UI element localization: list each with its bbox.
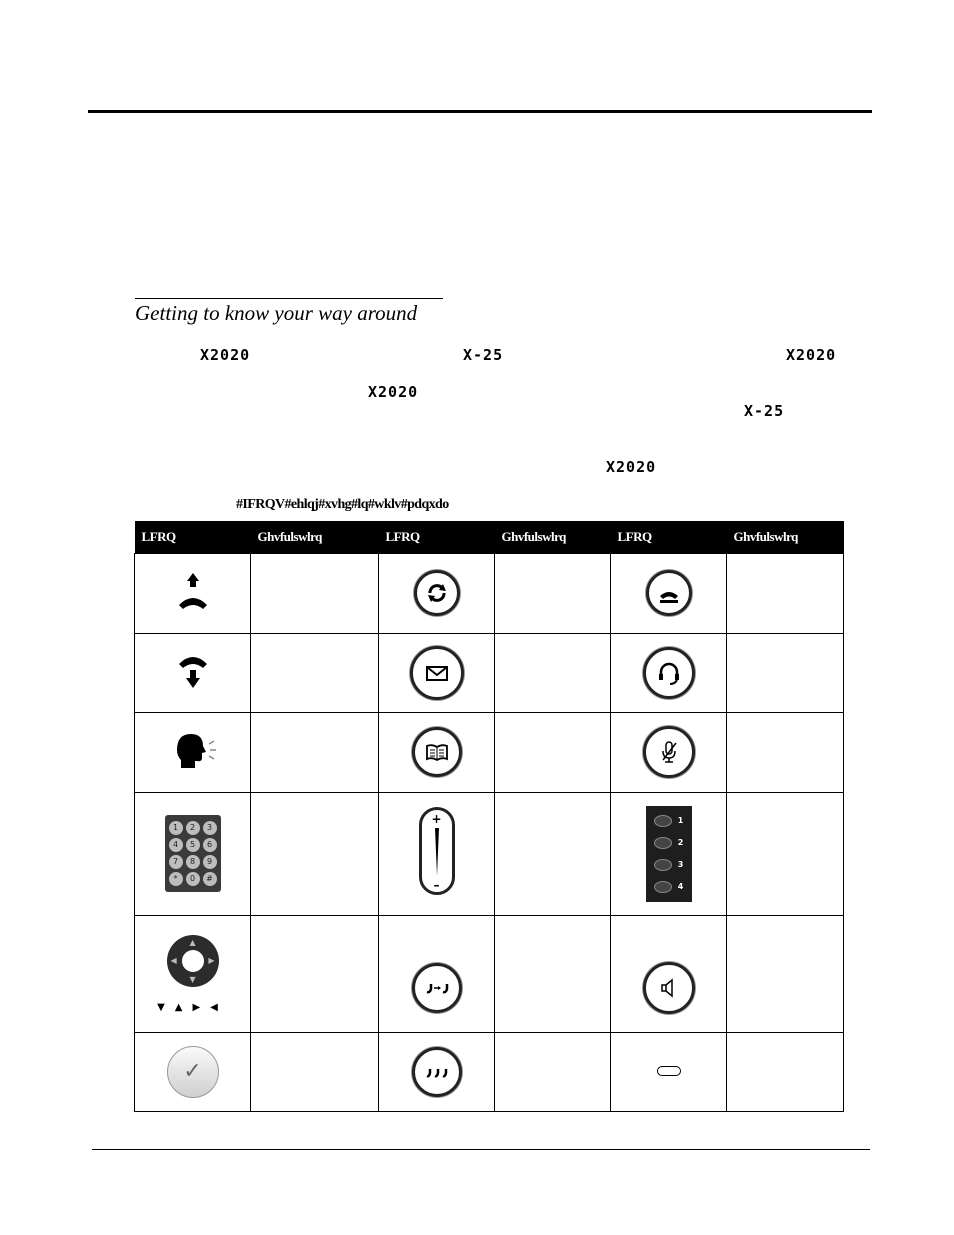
icon-cell [135,792,251,915]
header-icon: LFRQ [135,521,251,553]
icons-table [134,521,844,1112]
description-cell [251,712,379,792]
keypad-icon [165,815,221,892]
keypad-key: 1 [169,821,183,835]
description-cell [727,792,844,915]
ok-icon: ✓ [167,1046,219,1098]
keypad-key: 3 [203,821,217,835]
icon-cell [611,633,727,712]
table-row [135,553,844,633]
header-description: Ghvfulswlrq [727,521,844,553]
icon-cell [379,792,495,915]
on-hook-icon [173,648,213,692]
header-description: Ghvfulswlrq [495,521,611,553]
table-caption: #IFRQV#ehlqj#xvhg#lq#wklv#pdqxdo [236,497,449,512]
icon-cell [379,633,495,712]
softkey-icon [657,1066,681,1076]
header-icon: LFRQ [379,521,495,553]
table-row [135,1032,844,1111]
icon-cell [611,792,727,915]
speaker-icon [643,962,695,1014]
description-cell [727,1032,844,1111]
description-cell [495,553,611,633]
speaking-head-icon [169,728,217,772]
headset-icon [643,647,695,699]
directory-icon [412,727,462,777]
icon-cell [379,553,495,633]
description-cell [251,553,379,633]
icon-cell [379,915,495,1032]
keypad-key: 8 [186,855,200,869]
description-cell [495,633,611,712]
model-name: X-25 [744,402,785,420]
conference-icon [412,1047,462,1097]
top-rule [88,110,872,113]
icon-cell [611,1032,727,1111]
icon-cell [135,1032,251,1111]
description-cell [727,553,844,633]
header-icon: LFRQ [611,521,727,553]
icon-cell [135,633,251,712]
model-name: X2020 [200,346,251,364]
keypad-key: 5 [186,838,200,852]
icon-cell [135,712,251,792]
header-description: Ghvfulswlrq [251,521,379,553]
mute-icon [643,726,695,778]
transfer-icon [412,963,462,1013]
table-row [135,792,844,915]
bottom-rule [92,1149,870,1150]
keypad-key: 7 [169,855,183,869]
model-name: X2020 [606,458,657,476]
icon-cell [379,1032,495,1111]
description-cell [251,633,379,712]
table-row [135,915,844,1032]
keypad-key: # [203,872,217,886]
description-cell [495,915,611,1032]
description-cell [727,915,844,1032]
keypad-key: 6 [203,838,217,852]
description-cell [727,712,844,792]
redial-icon [414,570,460,616]
line-key: 1 [646,810,692,832]
line-key: 3 [646,854,692,876]
keypad-key: 9 [203,855,217,869]
keypad-key: * [169,872,183,886]
volume-wedge [435,828,439,876]
navigation-icon: ▲ ▼ ◀ ▶ [167,935,219,987]
description-cell [495,1032,611,1111]
icon-cell [135,915,251,1032]
description-cell [495,792,611,915]
hold-icon [646,570,692,616]
line-key: 2 [646,832,692,854]
line-keys-icon [646,806,692,902]
model-name: X-25 [463,346,504,364]
description-cell [495,712,611,792]
keypad-key: 4 [169,838,183,852]
icon-cell [611,915,727,1032]
section-title: Getting to know your way around [135,298,443,325]
description-cell [727,633,844,712]
description-cell [251,792,379,915]
off-hook-icon [173,569,213,613]
navigation-arrows: ▼▲▶◀ [157,1001,228,1013]
volume-icon [419,807,455,895]
volume-minus: – [433,878,440,892]
icon-cell [611,712,727,792]
description-cell [251,915,379,1032]
model-name: X2020 [368,383,419,401]
icon-cell [135,553,251,633]
keypad-key: 2 [186,821,200,835]
icon-cell [379,712,495,792]
table-row [135,712,844,792]
model-name: X2020 [786,346,837,364]
icon-cell [611,553,727,633]
description-cell [251,1032,379,1111]
keypad-key: 0 [186,872,200,886]
line-key: 4 [646,876,692,898]
message-icon [410,646,464,700]
table-row [135,633,844,712]
table-header-row [135,521,844,553]
volume-plus: + [431,812,442,826]
